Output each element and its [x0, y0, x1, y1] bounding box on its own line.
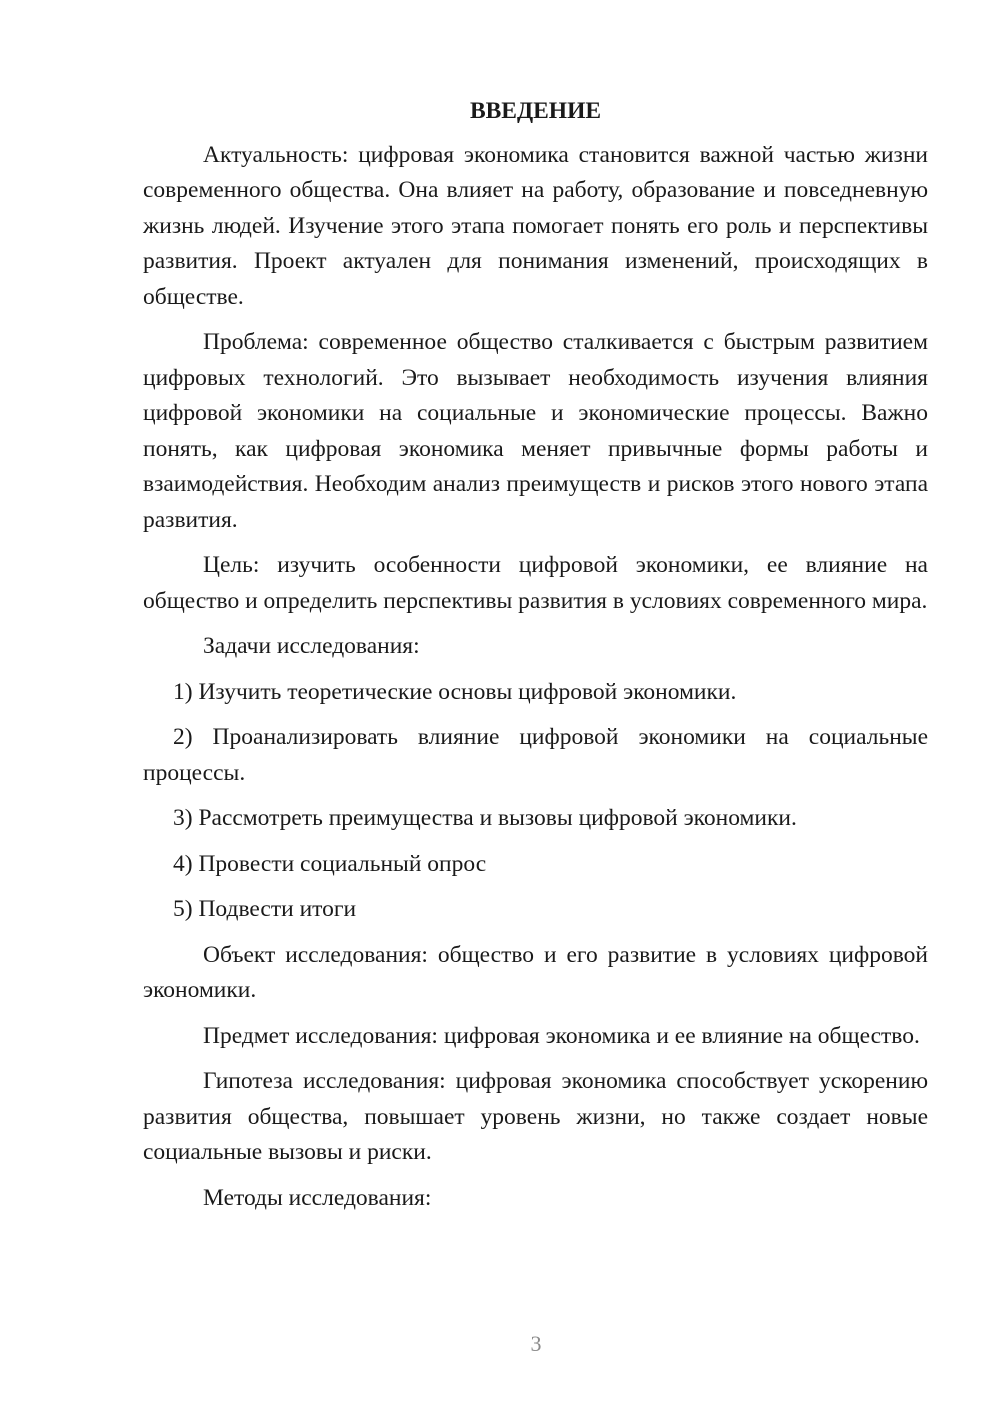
paragraph-problem: Проблема: современное общество сталкивается с быстрым развитием цифровых технологий. Это вызывает необходимость изучения влияния цифровой экономики на социальные и экономические процессы. Важно понять, как цифровая экономика меняет привычные формы работы и взаимодействия. Необходим анализ преимуществ и рисков этого нового этапа развития. [143, 329, 928, 533]
tasks-title: Задачи исследования: [203, 633, 420, 659]
task-item-2: 2) Проанализировать влияние цифровой экономики на социальные процессы. [143, 724, 928, 786]
page-number: 3 [530, 1331, 542, 1356]
paragraph-relevance: Актуальность: цифровая экономика становится важной частью жизни современного общества. Она влияет на работу, образование и повседневную жизнь людей. Изучение этого этапа помогает понять его роль и перспективы развития. Проект актуален для понимания изменений, происходящих в обществе. [143, 141, 928, 310]
paragraph-goal: Цель: изучить особенности цифровой экономики, ее влияние на общество и определить перспективы развития в условиях современного мира. [143, 552, 928, 614]
paragraph-object: Объект исследования: общество и его развитие в условиях цифровой экономики. [143, 941, 928, 1003]
page-content [143, 94, 928, 1226]
task-item-1: 1) Изучить теоретические основы цифровой экономики. [173, 678, 737, 705]
methods-title: Методы исследования: [203, 1184, 432, 1211]
section-heading: ВВЕДЕНИЕ [469, 98, 602, 124]
paragraph-hypothesis: Гипотеза исследования: цифровая экономика способствует ускорению развития общества, повышает уровень жизни, но также создает новые социальные вызовы и риски. [143, 1068, 928, 1165]
task-item-4: 4) Провести социальный опрос [173, 850, 487, 877]
task-item-5: 5) Подвести итоги [173, 896, 357, 922]
task-item-3: 3) Рассмотреть преимущества и вызовы цифровой экономики. [173, 805, 797, 831]
paragraph-subject: Предмет исследования: цифровая экономика и ее влияние на общество. [203, 1022, 920, 1049]
